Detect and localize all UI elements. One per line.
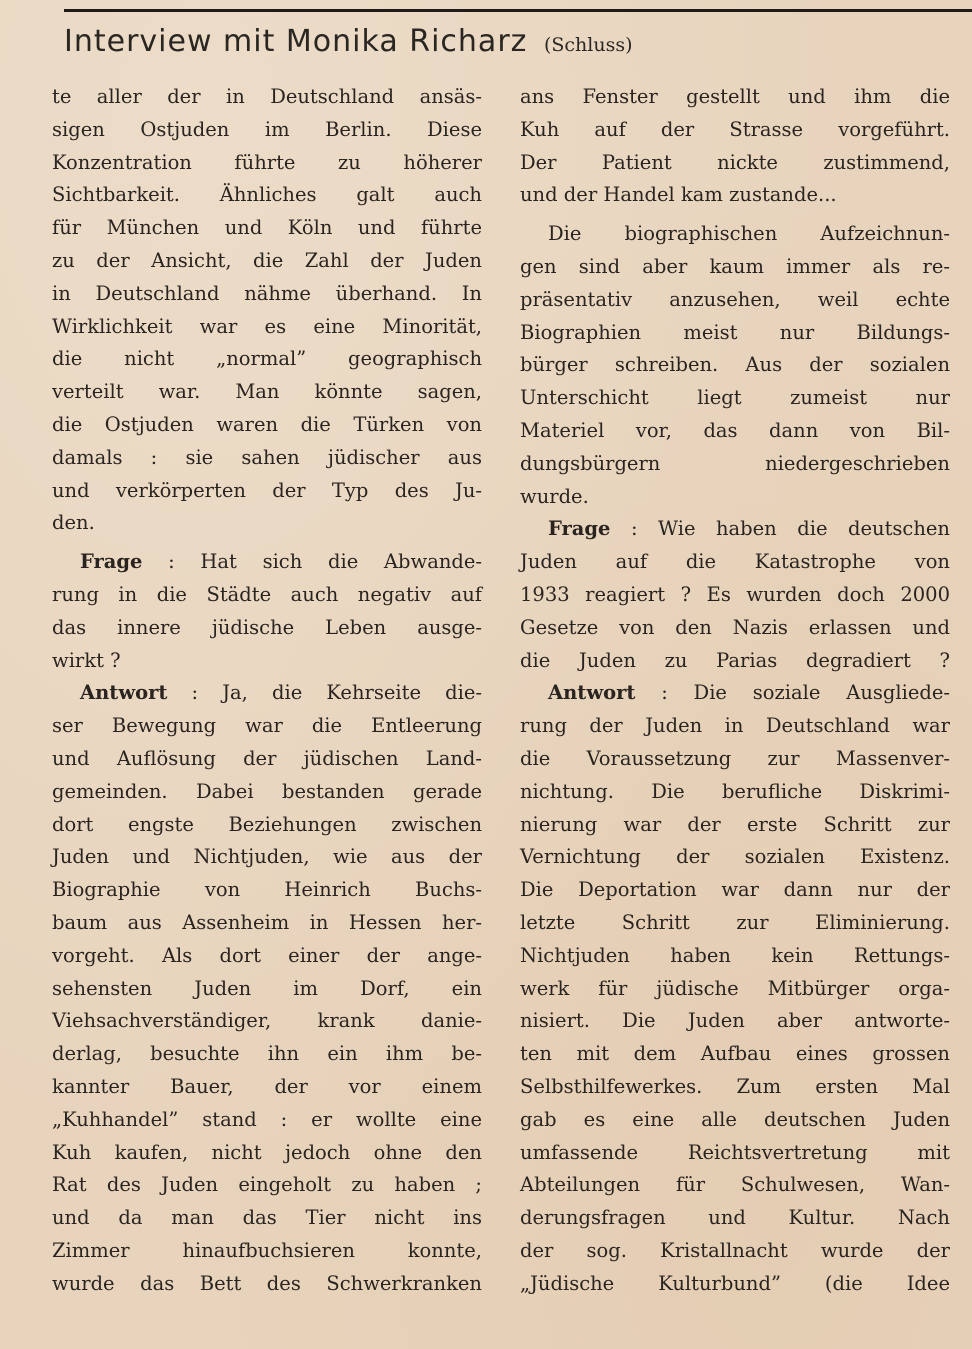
line-text: derlag, besuchte ihn ein ihm be- xyxy=(52,1042,482,1066)
line-text: umfassende Reichtsvertretung mit xyxy=(520,1140,950,1164)
line-text: Kuh kaufen, nicht jedoch ohne den xyxy=(52,1140,482,1164)
line-text: die Juden zu Parias degradiert ? xyxy=(520,648,950,672)
text-line xyxy=(520,579,950,612)
line-text: damals : sie sahen jüdischer aus xyxy=(52,445,482,469)
text-line xyxy=(52,645,482,678)
line-text: „Jüdische Kulturbund” (die Idee xyxy=(520,1271,950,1295)
speaker-label: Antwort xyxy=(80,681,168,705)
top-rule xyxy=(64,9,972,12)
text-line xyxy=(520,645,950,678)
text-line xyxy=(52,376,482,409)
line-text: sigen Ostjuden im Berlin. Diese xyxy=(52,117,482,141)
line-text: wurde das Bett des Schwerkranken xyxy=(52,1271,482,1295)
line-text: Sichtbarkeit. Ähnliches galt auch xyxy=(52,183,482,207)
line-text: Unterschicht liegt zumeist nur xyxy=(520,386,950,410)
text-line xyxy=(52,1005,482,1038)
text-line xyxy=(520,809,950,842)
line-text: und verkörperten der Typ des Ju- xyxy=(52,478,482,502)
text-line xyxy=(520,907,950,940)
text-line xyxy=(52,1169,482,1202)
line-text: : Hat sich die Abwande- xyxy=(142,550,482,574)
line-text: für München und Köln und führte xyxy=(52,216,482,240)
line-text: die Voraussetzung zur Massenver- xyxy=(520,746,950,770)
line-text: sehensten Juden im Dorf, ein xyxy=(52,976,482,1000)
text-line xyxy=(52,1137,482,1170)
text-line xyxy=(52,710,482,743)
line-text: und der Handel kam zustande... xyxy=(520,183,837,207)
text-line xyxy=(52,579,482,612)
speaker-label: Antwort xyxy=(548,681,636,705)
line-text: Biographien meist nur Bildungs- xyxy=(520,320,950,344)
text-line xyxy=(520,382,950,415)
text-line xyxy=(520,1268,950,1301)
text-line xyxy=(520,1038,950,1071)
line-text: die nicht „normal” geographisch xyxy=(52,347,482,371)
line-text: Der Patient nickte zustimmend, xyxy=(520,150,950,174)
line-text: die Ostjuden waren die Türken von xyxy=(52,412,482,436)
line-text: Nichtjuden haben kein Rettungs- xyxy=(520,943,950,967)
text-line xyxy=(52,743,482,776)
text-line xyxy=(520,317,950,350)
text-line xyxy=(520,743,950,776)
line-text: Kuh auf der Strasse vorgeführt. xyxy=(520,117,950,141)
line-text: Abteilungen für Schulwesen, Wan- xyxy=(520,1173,950,1197)
text-line xyxy=(520,179,950,212)
line-text: derungsfragen und Kultur. Nach xyxy=(520,1206,950,1230)
line-text: präsentativ anzusehen, weil echte xyxy=(520,287,950,311)
line-text: vorgeht. Als dort einer der ange- xyxy=(52,943,482,967)
line-text: Die Deportation war dann nur der xyxy=(520,878,950,902)
text-line xyxy=(520,1071,950,1104)
text-line xyxy=(52,311,482,344)
line-text: gemeinden. Dabei bestanden gerade xyxy=(52,779,482,803)
article-title: Interview mit Monika Richarz xyxy=(64,24,528,59)
text-line xyxy=(52,874,482,907)
line-text: kannter Bauer, der vor einem xyxy=(52,1074,482,1098)
text-line xyxy=(520,841,950,874)
text-line xyxy=(52,841,482,874)
line-text: Rat des Juden eingeholt zu haben ; xyxy=(52,1173,482,1197)
article-subtitle: (Schluss) xyxy=(543,34,633,56)
line-text: Konzentration führte zu höherer xyxy=(52,150,482,174)
line-text: Vernichtung der sozialen Existenz. xyxy=(520,845,950,869)
text-line xyxy=(52,1202,482,1235)
article-header xyxy=(64,24,633,59)
text-line xyxy=(520,776,950,809)
line-text: rung der Juden in Deutschland war xyxy=(520,714,950,738)
text-line xyxy=(520,513,950,546)
line-text: rung in die Städte auch negativ auf xyxy=(52,582,482,606)
speaker-label: Frage xyxy=(80,550,143,574)
left-column xyxy=(52,81,482,1300)
text-line xyxy=(520,677,950,710)
text-line xyxy=(520,546,950,579)
text-line xyxy=(52,907,482,940)
text-line xyxy=(520,973,950,1006)
line-text: und da man das Tier nicht ins xyxy=(52,1206,482,1230)
text-line xyxy=(52,973,482,1006)
text-line xyxy=(52,1104,482,1137)
text-line xyxy=(52,1268,482,1301)
line-text: ten mit dem Aufbau eines grossen xyxy=(520,1042,950,1066)
text-line xyxy=(520,710,950,743)
line-text: : Die soziale Ausgliede- xyxy=(635,681,950,705)
right-column xyxy=(520,81,950,1300)
line-text: bürger schreiben. Aus der sozialen xyxy=(520,353,950,377)
line-text: den. xyxy=(52,511,95,535)
line-text: dungsbürgern niedergeschrieben xyxy=(520,451,950,475)
line-text: Juden auf die Katastrophe von xyxy=(520,550,950,574)
line-text: ans Fenster gestellt und ihm die xyxy=(520,85,950,108)
text-line xyxy=(520,940,950,973)
text-line xyxy=(52,409,482,442)
line-text: Viehsachverständiger, krank danie- xyxy=(52,1009,482,1033)
speaker-label: Frage xyxy=(548,517,611,541)
line-text: Biographie von Heinrich Buchs- xyxy=(52,878,482,902)
line-text: wirkt ? xyxy=(52,648,121,672)
line-text: nierung war der erste Schritt zur xyxy=(520,812,950,836)
line-text: das innere jüdische Leben ausge- xyxy=(52,615,482,639)
text-line xyxy=(52,940,482,973)
line-text: verteilt war. Man könnte sagen, xyxy=(52,380,482,404)
line-text: dort engste Beziehungen zwischen xyxy=(52,812,482,836)
line-text: zu der Ansicht, die Zahl der Juden xyxy=(52,248,482,272)
line-text: : Wie haben die deutschen xyxy=(610,517,950,541)
text-line xyxy=(520,481,950,514)
line-text: Zimmer hinaufbuchsieren konnte, xyxy=(52,1238,482,1262)
line-text: nisiert. Die Juden aber antworte- xyxy=(520,1009,950,1033)
line-text: Juden und Nichtjuden, wie aus der xyxy=(52,845,482,869)
text-line xyxy=(520,1235,950,1268)
text-line xyxy=(52,278,482,311)
text-line xyxy=(520,147,950,180)
text-line xyxy=(52,1038,482,1071)
line-text: nichtung. Die berufliche Diskrimi- xyxy=(520,779,950,803)
text-line xyxy=(520,612,950,645)
text-line xyxy=(520,81,950,114)
text-line xyxy=(520,114,950,147)
text-line xyxy=(520,415,950,448)
text-line xyxy=(520,251,950,284)
text-line xyxy=(52,442,482,475)
text-line xyxy=(520,1169,950,1202)
line-text: „Kuhhandel” stand : er wollte eine xyxy=(52,1107,482,1131)
text-line xyxy=(520,1202,950,1235)
line-text: Materiel vor, das dann von Bil- xyxy=(520,418,950,442)
line-text: te aller der in Deutschland ansäs- xyxy=(52,85,482,108)
line-text: werk für jüdische Mitbürger orga- xyxy=(520,976,950,1000)
text-line xyxy=(520,448,950,481)
text-line xyxy=(52,677,482,710)
line-text: gab es eine alle deutschen Juden xyxy=(520,1107,950,1131)
line-text: wurde. xyxy=(520,484,589,508)
text-line xyxy=(52,475,482,508)
text-line xyxy=(52,212,482,245)
text-line xyxy=(520,1005,950,1038)
text-line xyxy=(520,349,950,382)
text-line xyxy=(520,1137,950,1170)
text-line xyxy=(520,874,950,907)
text-line xyxy=(52,612,482,645)
line-text: ser Bewegung war die Entleerung xyxy=(52,714,482,738)
text-line xyxy=(52,507,482,540)
line-text: 1933 reagiert ? Es wurden doch 2000 xyxy=(520,582,950,606)
line-text: Gesetze von den Nazis erlassen und xyxy=(520,615,950,639)
line-text: in Deutschland nähme überhand. In xyxy=(52,281,482,305)
text-line xyxy=(520,218,950,251)
line-text: baum aus Assenheim in Hessen her- xyxy=(52,910,482,934)
text-line xyxy=(52,546,482,579)
text-line xyxy=(520,1104,950,1137)
line-text: : Ja, die Kehrseite die- xyxy=(167,681,482,705)
text-line xyxy=(52,179,482,212)
text-line xyxy=(52,809,482,842)
text-line xyxy=(52,343,482,376)
text-line xyxy=(52,114,482,147)
line-text: gen sind aber kaum immer als re- xyxy=(520,254,950,278)
text-line xyxy=(52,245,482,278)
line-text: Die biographischen Aufzeichnun- xyxy=(548,222,950,246)
line-text: Wirklichkeit war es eine Minorität, xyxy=(52,314,482,338)
line-text: Selbsthilfewerkes. Zum ersten Mal xyxy=(520,1074,950,1098)
text-line xyxy=(52,776,482,809)
text-line xyxy=(520,284,950,317)
text-line xyxy=(52,81,482,114)
text-line xyxy=(52,147,482,180)
text-line xyxy=(52,1071,482,1104)
line-text: der sog. Kristallnacht wurde der xyxy=(520,1238,950,1262)
text-line xyxy=(52,1235,482,1268)
line-text: und Auflösung der jüdischen Land- xyxy=(52,746,482,770)
line-text: letzte Schritt zur Eliminierung. xyxy=(520,910,950,934)
